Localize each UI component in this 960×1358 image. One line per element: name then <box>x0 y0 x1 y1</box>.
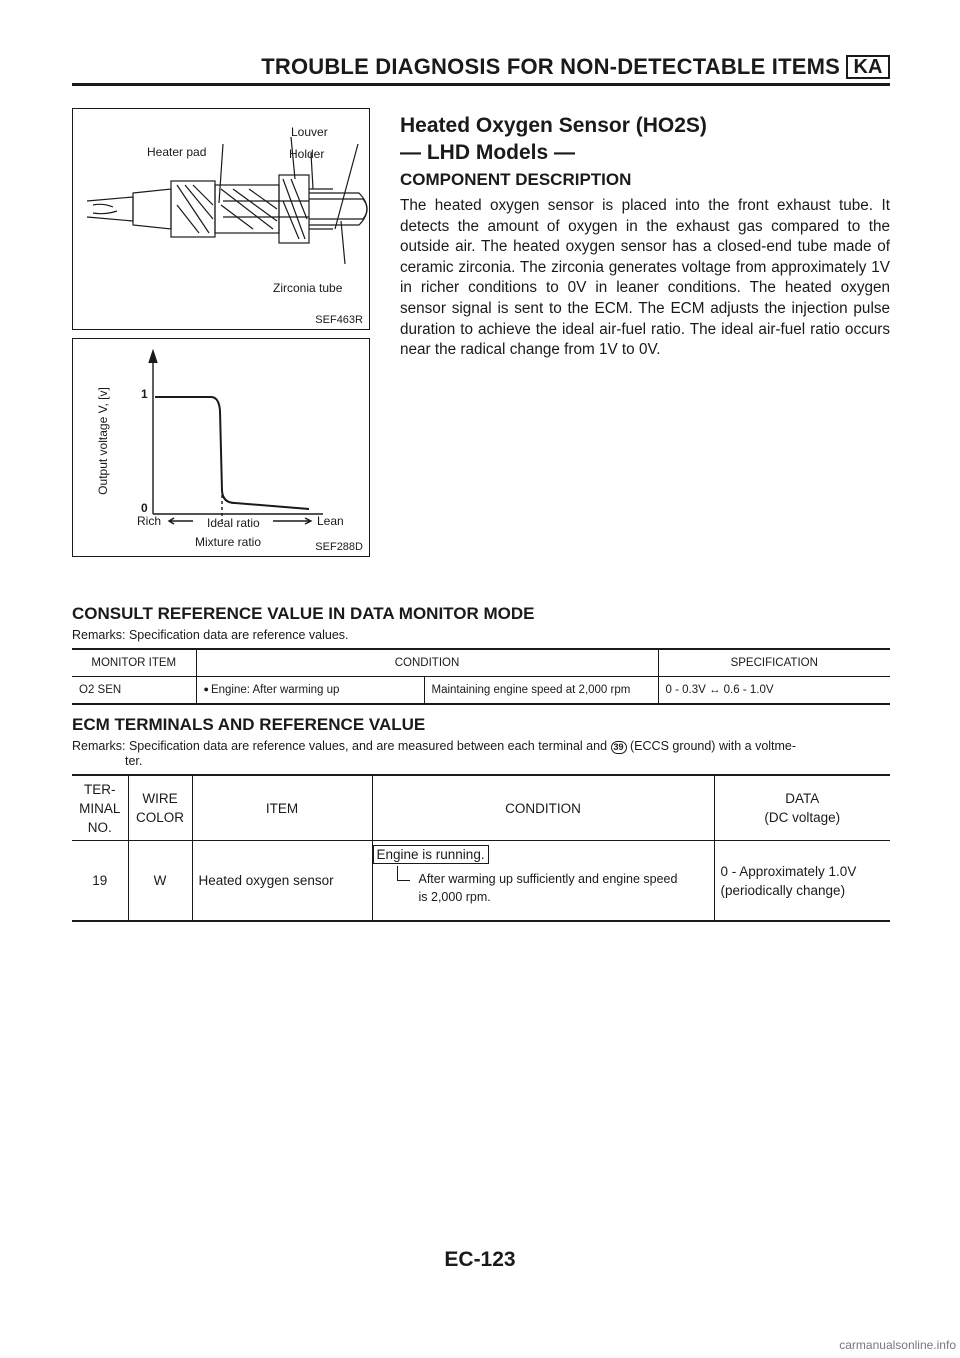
ecm-heading: ECM TERMINALS AND REFERENCE VALUE <box>72 715 426 734</box>
y-tick-low: 0 <box>141 501 148 515</box>
x-label-lean: Lean <box>317 514 344 528</box>
section-title-line2: — LHD Models — <box>400 141 576 164</box>
label-zirconia-tube: Zirconia tube <box>273 281 343 295</box>
figure-code: SEF288D <box>315 541 363 553</box>
rich-arrow <box>169 518 193 524</box>
condition-speed: Maintaining engine speed at 2,000 rpm <box>424 677 658 705</box>
item-name: Heated oxygen sensor <box>192 841 372 922</box>
terminal-no: 19 <box>72 841 128 922</box>
ground-terminal-icon: 39 <box>611 741 627 754</box>
x-label-rich: Rich <box>137 514 162 528</box>
table-row <box>72 677 890 705</box>
col-data: DATA (DC voltage) <box>714 775 890 841</box>
col-monitor-item: MONITOR ITEM <box>72 649 196 677</box>
consult-remarks: Remarks: Specification data are reference values. <box>72 628 349 642</box>
voltage-curve <box>155 397 309 509</box>
header-title: TROUBLE DIAGNOSIS FOR NON-DETECTABLE ITEMS <box>261 54 840 79</box>
figure-code: SEF463R <box>315 314 363 326</box>
table-row <box>72 841 890 922</box>
component-description: The heated oxygen sensor is placed into the front exhaust tube. It detects the amount of oxygen in the exhaust gas compared to the outside air. The heated oxygen sensor has a closed-end tube made of ceramic zirconia. The zirconia generates voltage from approximately 1V in richer conditions to 0V in leaner conditions. The heated oxygen sensor signal is sent to the ECM. The ECM adjusts the injection pulse duration to achieve the ideal air-fuel ratio. The ideal air-fuel ratio occurs near the radical change from 1V to 0V. <box>400 197 890 359</box>
y-axis-arrow <box>149 351 157 363</box>
component-heading: COMPONENT DESCRIPTION <box>400 170 632 189</box>
ecm-remarks: Remarks: Specification data are reference values, and are measured between each terminal and 39 (ECCS ground) with a voltme- ter. <box>72 739 797 768</box>
table-header-row <box>72 649 890 677</box>
condition-engine: ● Engine: After warming up <box>196 677 424 705</box>
specification-value: 0 - 0.3V ↔ 0.6 - 1.0V <box>658 677 890 705</box>
y-tick-high: 1 <box>141 387 148 401</box>
table-header-row <box>72 775 890 841</box>
col-condition: CONDITION <box>372 775 714 841</box>
y-axis-label: Output voltage V, [v] <box>96 387 110 495</box>
col-condition: CONDITION <box>196 649 658 677</box>
col-terminal: TER- MINAL NO. <box>72 775 128 841</box>
footer-watermark: carmanualsonline.info <box>839 1338 956 1352</box>
section-title-line1: Heated Oxygen Sensor (HO2S) <box>400 114 707 137</box>
wire-color: W <box>128 841 192 922</box>
monitor-item: O2 SEN <box>72 677 196 705</box>
data-value: 0 - Approximately 1.0V (periodically change) <box>714 841 890 922</box>
page-number: EC-123 <box>444 1248 516 1271</box>
section-title <box>400 112 707 166</box>
lean-arrow <box>273 518 311 524</box>
label-louver: Louver <box>291 125 328 139</box>
output-voltage-figure <box>72 338 370 557</box>
header-badge: KA <box>846 55 890 79</box>
hook-line <box>397 866 410 881</box>
consult-table <box>72 648 890 705</box>
col-wire-color: WIRE COLOR <box>128 775 192 841</box>
page-header <box>72 54 890 84</box>
ecm-table <box>72 774 890 922</box>
header-rule <box>72 83 890 86</box>
x-axis-title: Mixture ratio <box>195 535 262 549</box>
condition-main: Engine is running. <box>373 845 489 864</box>
bullet-icon: ● <box>203 684 209 694</box>
label-holder: Holder <box>289 147 325 161</box>
label-heater-pad: Heater pad <box>147 145 207 159</box>
consult-heading: CONSULT REFERENCE VALUE IN DATA MONITOR MODE <box>72 604 535 623</box>
x-label-ideal: Ideal ratio <box>207 516 260 530</box>
condition-sub: After warming up sufficiently and engine speed is 2,000 rpm. <box>379 870 708 906</box>
sensor-cross-section-drawing <box>73 109 369 329</box>
sensor-cross-section-figure <box>72 108 370 330</box>
condition-cell <box>372 841 714 922</box>
col-specification: SPECIFICATION <box>658 649 890 677</box>
col-item: ITEM <box>192 775 372 841</box>
